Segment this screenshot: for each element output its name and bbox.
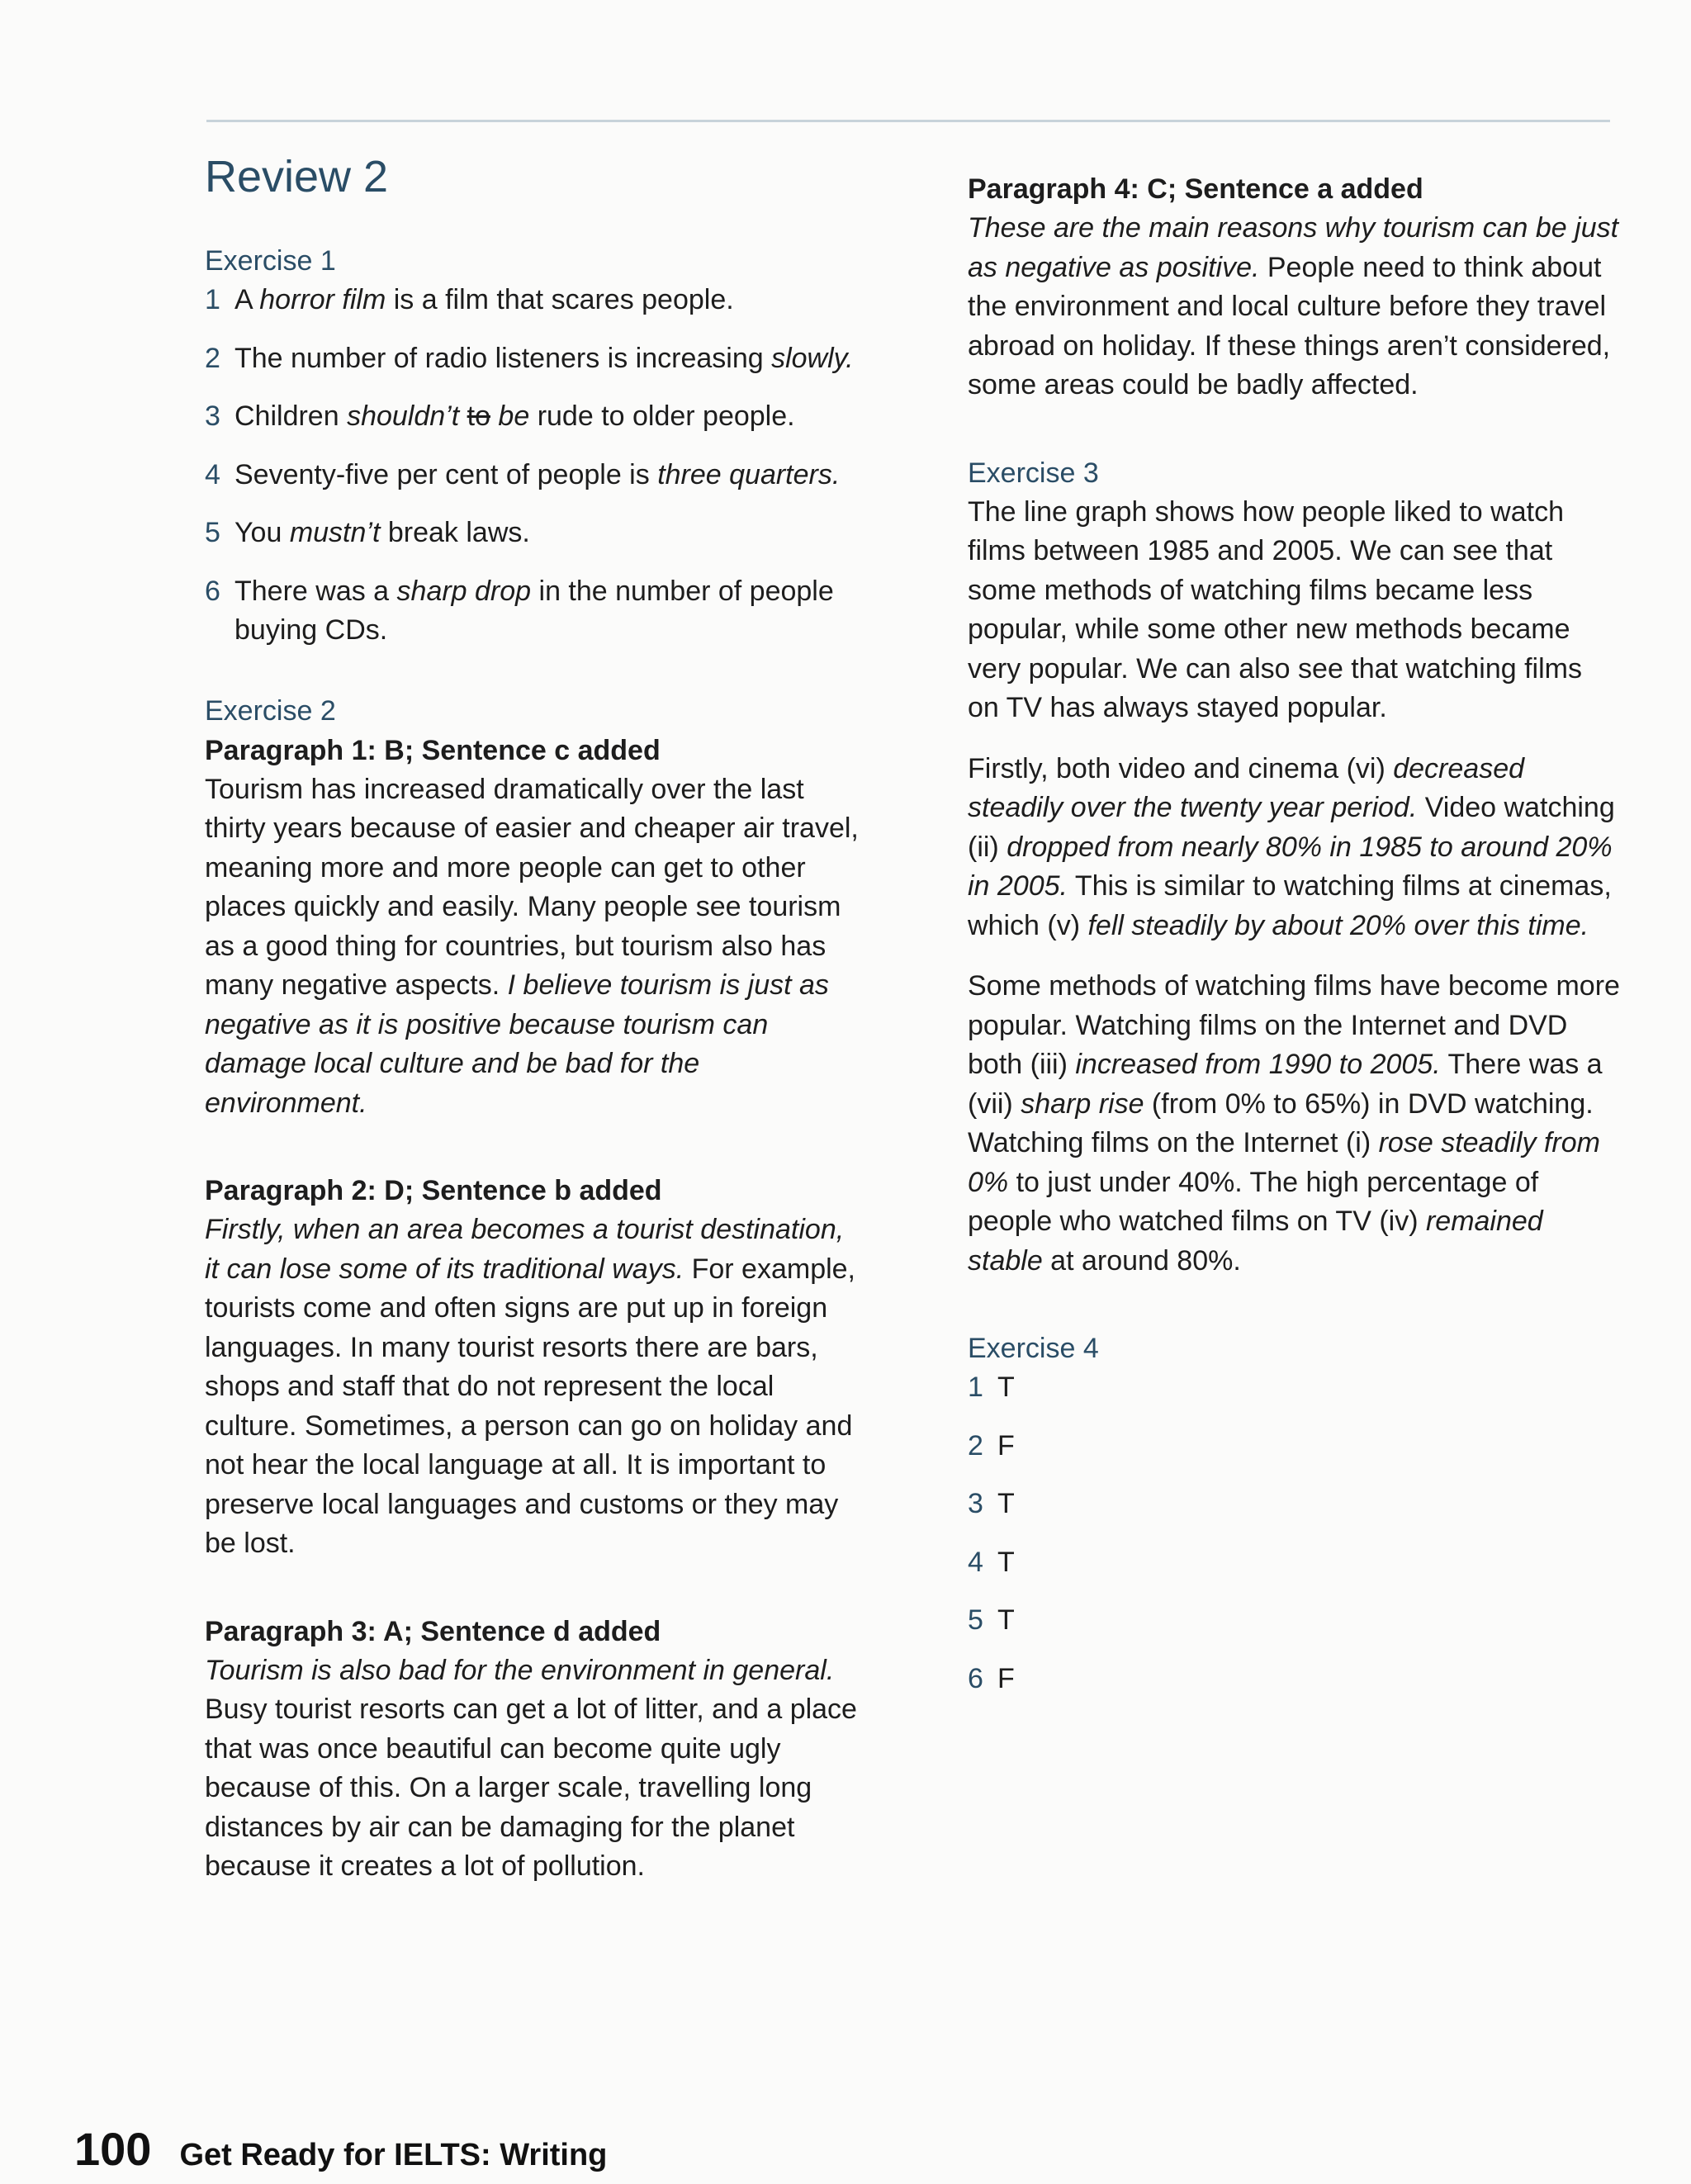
exercise-3-paragraph-2 bbox=[968, 750, 1620, 946]
italic-text: dropped from nearly 80% in 1985 to around 20% in 2005. bbox=[968, 831, 1613, 902]
paragraph-3-heading: Paragraph 3: A; Sentence d added bbox=[205, 1615, 661, 1647]
page-title: Review 2 bbox=[205, 152, 389, 201]
list-item bbox=[968, 1660, 1620, 1699]
plain-text: (from 0% to 65%) in DVD watching. Watching films on the Internet (i) bbox=[968, 1087, 1594, 1158]
paragraph-4-text bbox=[968, 209, 1620, 405]
paragraph-1-text bbox=[205, 770, 865, 1124]
list-item bbox=[968, 1543, 1620, 1583]
italic-text: be bbox=[490, 400, 530, 433]
item-answer: T bbox=[997, 1372, 1015, 1403]
plain-text: Some methods of watching films have become more popular. Watching films on the Internet and DVD both (iii) bbox=[968, 970, 1620, 1080]
paragraph-3-text bbox=[205, 1651, 865, 1887]
plain-text: Seventy-five per cent of people is bbox=[234, 458, 658, 490]
paragraph-1-body: Tourism has increased dramatically over the last thirty years because of easier and cheaper air travel, meaning more and more people can get to other places quickly and easily. Many people see tourism as a good thing for countries, but tourism also has many negative aspects. bbox=[205, 773, 859, 1002]
paragraph-1-heading: Paragraph 1: B; Sentence c added bbox=[205, 734, 661, 766]
struck-text: to bbox=[467, 400, 490, 433]
italic-text: three quarters. bbox=[657, 458, 841, 490]
paragraph-2-body: For example, tourists come and often signs are put up in foreign languages. In many tourist resorts there are bars, shops and staff that do not represent the local culture. Sometimes, a person can go on holiday and not hear the local language at all. It is important to preserve local languages and customs or they may be lost. bbox=[205, 1253, 856, 1560]
list-item bbox=[205, 397, 865, 437]
italic-text: rose steadily from 0% bbox=[968, 1127, 1600, 1198]
item-answer: T bbox=[997, 1546, 1015, 1578]
item-number: 1 bbox=[205, 284, 220, 316]
paragraph-4-body: People need to think about the environment and local culture before they travel abroad on holiday. If these things aren’t considered, some areas could be badly affected. bbox=[968, 251, 1611, 400]
italic-text: decreased steadily over the twenty year period. bbox=[968, 752, 1525, 823]
item-number: 6 bbox=[968, 1662, 983, 1694]
list-item bbox=[205, 339, 865, 379]
list-item bbox=[968, 1601, 1620, 1641]
list-item bbox=[205, 572, 865, 651]
item-number: 3 bbox=[205, 400, 220, 433]
italic-text: shouldn’t bbox=[347, 400, 467, 433]
page-number: 100 bbox=[74, 2123, 152, 2175]
item-number: 5 bbox=[968, 1604, 983, 1636]
exercise-2-heading: Exercise 2 bbox=[205, 694, 336, 727]
plain-text: The number of radio listeners is increasing bbox=[234, 342, 772, 374]
paragraph-2-text bbox=[205, 1210, 865, 1564]
paragraph-3-body: Busy tourist resorts can get a lot of litter, and a place that was once beautiful can become quite ugly because of this. On a larger scale, travelling long distances by air can be damaging for the planet because it creates a lot of pollution. bbox=[205, 1694, 857, 1883]
plain-text: There was a bbox=[234, 575, 397, 607]
exercise-3-paragraph-3 bbox=[968, 967, 1620, 1281]
plain-text: is a film that scares people. bbox=[386, 284, 734, 316]
item-text bbox=[234, 456, 865, 495]
italic-text: sharp rise bbox=[1021, 1087, 1144, 1120]
exercise-3-paragraph-1: The line graph shows how people liked to watch films between 1985 and 2005. We can see that some methods of watching films became less popular, while some other new methods became very popular. We can also see that watching films on TV has always stayed popular. bbox=[968, 495, 1582, 723]
paragraph-1-added-sentence: I believe tourism is just as negative as it is positive because tourism can damage local culture and be bad for the environment. bbox=[205, 969, 829, 1119]
item-answer: T bbox=[997, 1488, 1015, 1519]
list-item bbox=[205, 456, 865, 495]
item-number: 1 bbox=[968, 1372, 983, 1403]
list-item bbox=[968, 1427, 1620, 1466]
paragraph-4-added-sentence: These are the main reasons why tourism can be just as negative as positive. bbox=[968, 212, 1619, 283]
list-item bbox=[968, 1368, 1620, 1408]
book-title: Get Ready for IELTS: Writing bbox=[179, 2138, 608, 2172]
plain-text: You bbox=[234, 517, 290, 549]
plain-text: Firstly, both video and cinema (vi) bbox=[968, 752, 1394, 784]
paragraph-3-added-sentence: Tourism is also bad for the environment in general. bbox=[205, 1654, 835, 1686]
item-text bbox=[234, 281, 865, 320]
item-number: 5 bbox=[205, 517, 220, 549]
item-text bbox=[234, 572, 865, 651]
item-number: 3 bbox=[968, 1488, 983, 1519]
paragraph-2-added-sentence: Firstly, when an area becomes a tourist destination, it can lose some of its traditional ways. bbox=[205, 1214, 845, 1285]
plain-text: Children bbox=[234, 400, 348, 433]
plain-text: in the number of people buying CDs. bbox=[234, 575, 834, 647]
paragraph-4-heading: Paragraph 4: C; Sentence a added bbox=[968, 173, 1423, 205]
plain-text: This is similar to watching films at cinemas, which (v) bbox=[968, 870, 1612, 941]
item-number: 4 bbox=[205, 458, 220, 490]
italic-text: horror film bbox=[259, 284, 386, 316]
item-number: 2 bbox=[968, 1429, 983, 1462]
item-text bbox=[234, 514, 865, 553]
top-rule bbox=[206, 120, 1610, 122]
item-answer: F bbox=[997, 1429, 1015, 1462]
plain-text: at around 80%. bbox=[1042, 1244, 1241, 1277]
italic-text: mustn’t bbox=[289, 517, 381, 549]
plain-text: There was a (vii) bbox=[968, 1049, 1603, 1120]
italic-text: fell steadily by about 20% over this time. bbox=[1087, 909, 1589, 941]
italic-text: sharp drop bbox=[396, 575, 532, 607]
item-answer: F bbox=[997, 1662, 1015, 1694]
plain-text: Video watching (ii) bbox=[968, 792, 1615, 863]
list-item bbox=[205, 281, 865, 320]
exercise-4-heading: Exercise 4 bbox=[968, 1333, 1099, 1364]
exercise-1-heading: Exercise 1 bbox=[205, 245, 336, 277]
list-item bbox=[205, 514, 865, 553]
plain-text: rude to older people. bbox=[529, 400, 795, 433]
item-answer: T bbox=[997, 1604, 1015, 1636]
item-number: 4 bbox=[968, 1546, 983, 1578]
item-text bbox=[234, 339, 865, 379]
italic-text: remained stable bbox=[968, 1206, 1543, 1277]
item-number: 2 bbox=[205, 342, 220, 374]
plain-text: to just under 40%. The high percentage of people who watched films on TV (iv) bbox=[968, 1166, 1539, 1237]
page-footer bbox=[74, 2122, 607, 2176]
list-item bbox=[968, 1485, 1620, 1524]
item-number: 6 bbox=[205, 575, 220, 607]
exercise-4-list bbox=[968, 1368, 1620, 1698]
exercise-3-heading: Exercise 3 bbox=[968, 457, 1099, 489]
right-column bbox=[968, 169, 1620, 1717]
exercise-1-list bbox=[205, 281, 865, 651]
left-column bbox=[205, 153, 865, 1887]
italic-text: increased from 1990 to 2005. bbox=[1075, 1049, 1441, 1080]
paragraph-2-heading: Paragraph 2: D; Sentence b added bbox=[205, 1175, 662, 1207]
plain-text: break laws. bbox=[380, 517, 530, 549]
italic-text: slowly. bbox=[771, 342, 854, 374]
item-text bbox=[234, 397, 865, 437]
plain-text: A bbox=[234, 284, 260, 316]
